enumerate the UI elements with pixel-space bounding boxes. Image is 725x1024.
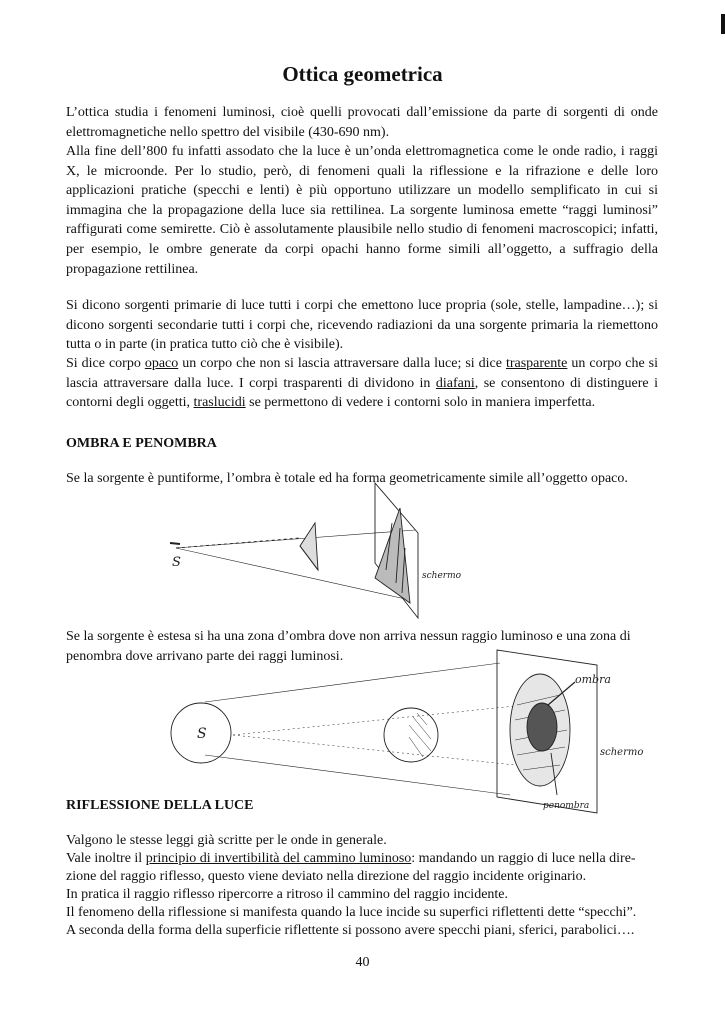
riflessione-line-2 [66,850,666,868]
text-segment: un corpo che si lascia attraversare dalla luce. I corpi trasparenti di dividono in [66,356,658,391]
fig2-penombra-label: penombra [543,801,590,811]
text-segment: un corpo che non si lascia attraversare dalla luce; si dice [178,356,506,371]
term-diafani: diafani [435,375,475,391]
sources-paragraph-1: Si dicono sorgenti primarie di luce tutti i corpi che emettono luce propria (sole, stelle, lampadine…); si dicono sorgenti secondarie tutti i corpi che, ricevendo radiazioni da una sorgente primaria la riemettono tutta o in parte (in pratica tutto ciò che è visibile). [66,298,658,353]
figure-point-source-shadow [160,478,480,628]
riflessione-line-4: In pratica il raggio riflesso ripercorre a ritroso il cammino del raggio incidente. [66,887,509,902]
text-segment: , se consentono di distinguere i contorni degli oggetti, [66,375,658,411]
page-number: 40 [355,955,370,970]
intro-paragraph-1: L’ottica studia i fenomeni luminosi, cioè quelli provocati dall’emissione da parte di sorgenti di onde elettromagnetiche nello spettro del visibile (430-690 nm). [66,105,658,140]
figure-extended-source-shadow [165,645,645,820]
ombra-sentence-1: Se la sorgente è puntiforme, l’ombra è totale ed ha forma geometricamente simile all’oggetto opaco. [66,471,628,486]
text-segment: Vale inoltre il [66,851,146,866]
term-invertibilita: principio di invertibilità del cammino luminoso [145,851,412,866]
heading-riflessione: RIFLESSIONE DELLA LUCE [66,798,254,813]
fig2-screen-label: schermo [600,747,644,758]
page-title: Ottica geometrica [282,62,443,86]
heading-ombra-penombra: OMBRA E PENOMBRA [66,436,217,451]
fig2-source-label: S [197,726,207,742]
term-traslucidi: traslucidi [193,395,246,411]
intro-paragraph-2: Alla fine dell’800 fu infatti assodato che la luce è un’onda elettromagnetica come le onde radio, i raggi X, le microonde. Per lo studio, però, di fenomeni quali la riflessione e la rifrazione e delle loro applicazioni pratiche (specchi e lenti) è più opportuno utilizzare un modello semplificato in cui si immagina che la propagazione della luce sia rettilinea. La sorgente luminosa emette “raggi luminosi” raffigurati come semirette. Ciò è assolutamente plausibile nello studio di fenomeni macroscopici; infatti, per esempio, le ombre generate da corpi opachi hanno forme simili all’oggetto, a suffragio della propagazione rettilinea. [66,144,658,277]
fig2-ombra-label: ombra [575,673,611,686]
source-point-mark [170,543,180,544]
term-opaco: opaco [144,356,179,371]
text-segment: : mandando un raggio di luce nella dire- [411,851,636,866]
term-trasparente: trasparente [505,356,568,371]
fig1-source-label: S [172,555,181,570]
riflessione-line-1: Valgono le stesse leggi già scritte per le onde in generale. [66,833,387,848]
riflessione-line-5: Il fenomeno della riflessione si manifesta quando la luce incide su superfici riflettenti dette “specchi”. [66,905,637,920]
scan-edge-mark [721,14,725,34]
fig1-screen-label: schermo [422,571,462,581]
riflessione-line-6: A seconda della forma della superficie riflettente si possono avere specchi piani, sferici, parabolici…. [66,923,635,938]
sources-paragraph-2 [66,354,658,413]
ombra-sentence-2: Se la sorgente è estesa si ha una zona d’ombra dove non arriva nessun raggio luminoso e una zona di penombra dove arrivano parte dei raggi luminosi. [66,629,631,664]
text-segment: Si dice corpo [66,356,145,371]
riflessione-line-3: zione del raggio riflesso, questo viene deviato nella direzione del raggio incidente originario. [66,869,587,884]
text-segment: se permettono di vedere i contorni solo in maniera imperfetta. [245,395,596,411]
